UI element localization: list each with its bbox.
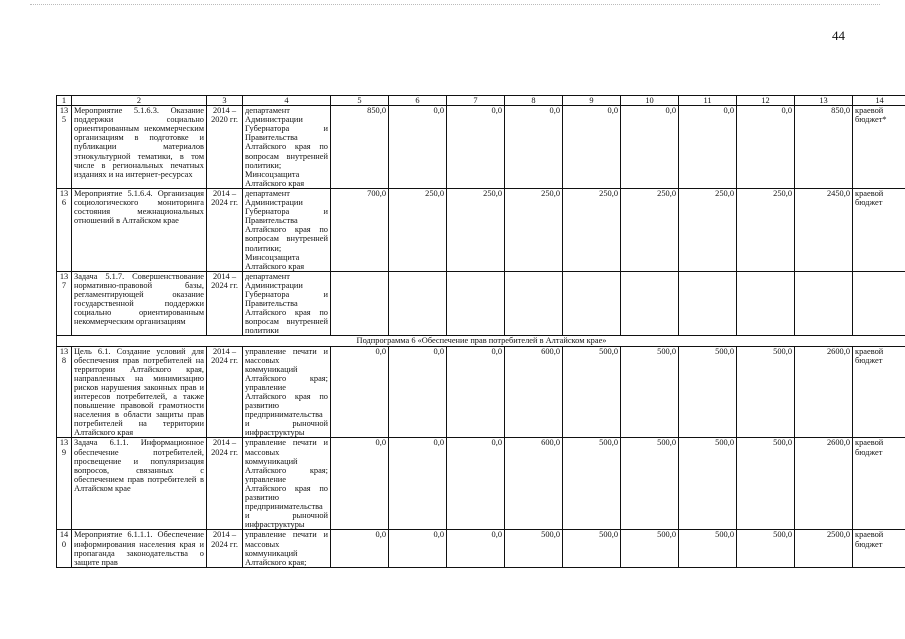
period: 2014 – 2024 гг.: [207, 530, 243, 567]
period: 2014 – 2024 гг.: [207, 188, 243, 271]
amount-cell: 0,0: [737, 106, 795, 189]
amount-cell: 250,0: [505, 188, 563, 271]
amount-cell: 250,0: [679, 188, 737, 271]
row-number: 139: [57, 438, 72, 530]
amount-cell: 2450,0: [795, 188, 853, 271]
amount-cell: 500,0: [563, 346, 621, 438]
amount-cell: [389, 271, 447, 336]
column-header: 13: [795, 96, 853, 106]
funding-source: краевой бюджет: [853, 188, 905, 271]
amount-cell: 0,0: [447, 106, 505, 189]
amount-cell: 600,0: [505, 438, 563, 530]
row-number: 137: [57, 271, 72, 336]
amount-cell: 500,0: [679, 530, 737, 567]
amount-cell: 500,0: [621, 530, 679, 567]
period: 2014 – 2024 гг.: [207, 271, 243, 336]
table-row: [57, 106, 905, 189]
amount-cell: 500,0: [737, 346, 795, 438]
funding-source: краевой бюджет: [853, 346, 905, 438]
row-number: 140: [57, 530, 72, 567]
measure-name: Задача 5.1.7. Совершенствование нормативно-правовой базы, регламентирующей оказание государственной поддержки социально ориентированным некоммерческим организациям: [72, 271, 207, 336]
amount-cell: 0,0: [679, 106, 737, 189]
amount-cell: 250,0: [621, 188, 679, 271]
amount-cell: 0,0: [389, 106, 447, 189]
amount-cell: 700,0: [331, 188, 389, 271]
amount-cell: 500,0: [621, 346, 679, 438]
amount-cell: 0,0: [331, 438, 389, 530]
subprogram-row: [57, 336, 905, 346]
column-header: 4: [243, 96, 331, 106]
amount-cell: 0,0: [389, 438, 447, 530]
column-header: 8: [505, 96, 563, 106]
amount-cell: 0,0: [621, 106, 679, 189]
amount-cell: [447, 271, 505, 336]
column-header: 14: [853, 96, 905, 106]
executor: департамент Администрации Губернатора и Правительства Алтайского края по вопросам внутренней политики; Минсоцзащита Алтайского края: [243, 106, 331, 189]
column-number-row: [57, 96, 905, 106]
measure-name: Мероприятие 5.1.6.4. Организация социологического мониторинга состояния межнациональных отношений в Алтайском крае: [72, 188, 207, 271]
amount-cell: [679, 271, 737, 336]
column-header: 3: [207, 96, 243, 106]
measure-name: Цель 6.1. Создание условий для обеспечения прав потребителей на территории Алтайского края, направленных на минимизацию рисков нарушения законных прав и интересов потребителей, а также повышение правовой грамотности населения в области защиты прав потребителей на территории Алтайского края: [72, 346, 207, 438]
amount-cell: 500,0: [737, 530, 795, 567]
amount-cell: 0,0: [331, 346, 389, 438]
funding-source: [853, 271, 905, 336]
amount-cell: 250,0: [563, 188, 621, 271]
amount-cell: 500,0: [505, 530, 563, 567]
funding-source: краевой бюджет: [853, 530, 905, 567]
amount-cell: [737, 271, 795, 336]
amount-cell: 2600,0: [795, 438, 853, 530]
amount-cell: 250,0: [737, 188, 795, 271]
amount-cell: 0,0: [389, 530, 447, 567]
amount-cell: 0,0: [447, 438, 505, 530]
amount-cell: 600,0: [505, 346, 563, 438]
amount-cell: 250,0: [389, 188, 447, 271]
amount-cell: 0,0: [563, 106, 621, 189]
amount-cell: 850,0: [331, 106, 389, 189]
amount-cell: 2500,0: [795, 530, 853, 567]
amount-cell: 500,0: [563, 438, 621, 530]
table-row: [57, 438, 905, 530]
table-row: [57, 271, 905, 336]
amount-cell: 2600,0: [795, 346, 853, 438]
amount-cell: 250,0: [447, 188, 505, 271]
measure-name: Мероприятие 5.1.6.3. Оказание поддержки социально ориентированным некоммерческим организациям в подготовке и публикации материалов этнокультурной тематики, в том числе в региональных печатных изданиях и на интернет-ресурсах: [72, 106, 207, 189]
amount-cell: 500,0: [737, 438, 795, 530]
page-number: 44: [832, 28, 845, 43]
column-header: 6: [389, 96, 447, 106]
column-header: 9: [563, 96, 621, 106]
period: 2014 – 2024 гг.: [207, 438, 243, 530]
amount-cell: [563, 271, 621, 336]
amount-cell: 500,0: [679, 438, 737, 530]
column-header: 2: [72, 96, 207, 106]
amount-cell: [621, 271, 679, 336]
amount-cell: 500,0: [679, 346, 737, 438]
table-row: [57, 346, 905, 438]
row-number: 135: [57, 106, 72, 189]
funding-source: краевой бюджет*: [853, 106, 905, 189]
column-header: 11: [679, 96, 737, 106]
column-header: 12: [737, 96, 795, 106]
budget-table: [56, 95, 905, 568]
executor: управление печати и массовых коммуникаций Алтайского края; управление Алтайского края по развитию предпринимательства и рыночной инфраструктуры: [243, 346, 331, 438]
amount-cell: 0,0: [447, 530, 505, 567]
column-header: 5: [331, 96, 389, 106]
amount-cell: 0,0: [447, 346, 505, 438]
amount-cell: 500,0: [563, 530, 621, 567]
amount-cell: 850,0: [795, 106, 853, 189]
row-number: 136: [57, 188, 72, 271]
amount-cell: 500,0: [621, 438, 679, 530]
amount-cell: [795, 271, 853, 336]
measure-name: Мероприятие 6.1.1.1. Обеспечение информирования населения края и пропаганда законодательства о защите прав: [72, 530, 207, 567]
table-row: [57, 530, 905, 567]
executor: управление печати и массовых коммуникаций Алтайского края;: [243, 530, 331, 567]
executor: департамент Администрации Губернатора и Правительства Алтайского края по вопросам внутренней политики; Минсоцзащита Алтайского края: [243, 188, 331, 271]
executor: департамент Администрации Губернатора и Правительства Алтайского края по вопросам внутренней политики: [243, 271, 331, 336]
measure-name: Задача 6.1.1. Информационное обеспечение потребителей, просвещение и популяризация вопросов, связанных с обеспечением прав потребителей в Алтайском крае: [72, 438, 207, 530]
period: 2014 – 2024 гг.: [207, 346, 243, 438]
amount-cell: 0,0: [389, 346, 447, 438]
funding-source: краевой бюджет: [853, 438, 905, 530]
amount-cell: 0,0: [331, 530, 389, 567]
amount-cell: [331, 271, 389, 336]
column-header: 7: [447, 96, 505, 106]
subprogram-title: Подпрограмма 6 «Обеспечение прав потребителей в Алтайском крае»: [57, 336, 905, 346]
row-number: 138: [57, 346, 72, 438]
column-header: 1: [57, 96, 72, 106]
amount-cell: 0,0: [505, 106, 563, 189]
column-header: 10: [621, 96, 679, 106]
amount-cell: [505, 271, 563, 336]
table-row: [57, 188, 905, 271]
period: 2014 – 2020 гг.: [207, 106, 243, 189]
executor: управление печати и массовых коммуникаций Алтайского края; управление Алтайского края по развитию предпринимательства и рыночной инфраструктуры: [243, 438, 331, 530]
